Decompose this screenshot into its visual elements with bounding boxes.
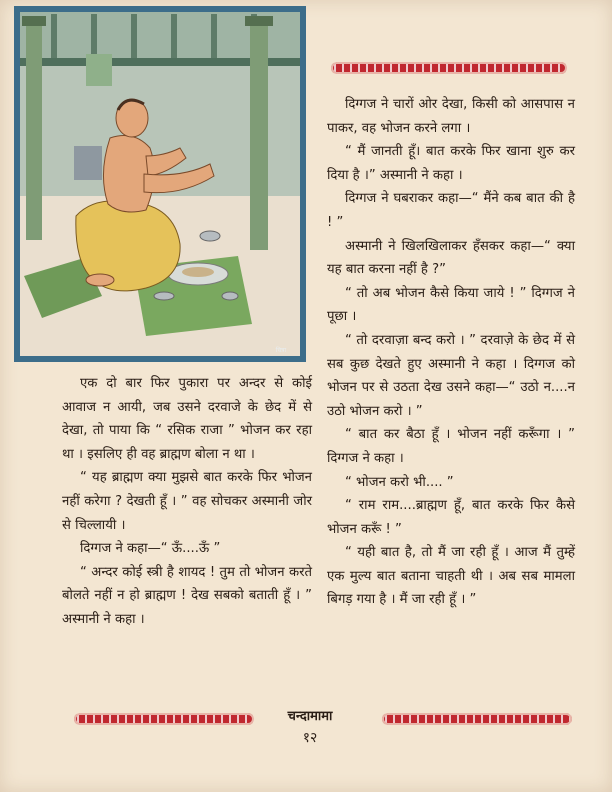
paragraph: “ भोजन करो भी.... ” (345, 474, 454, 490)
paragraph: “ तो दरवाज़ा बन्द करो । ” दरवाज़े के छेद में से सब कुछ देखते हुए अस्मानी ने कहा । दिग्गज को भोजन पर से उठता देख उसने कहा—“ उठो न....न उठो भोजन करो । ” (327, 332, 575, 419)
paragraph: “ तो अब भोजन कैसे किया जाये ! ” दिग्गज ने पूछा । (327, 285, 575, 325)
decorative-border-footer-left (74, 713, 254, 725)
decorative-border-top (331, 62, 567, 74)
paragraph: एक दो बार फिर पुकारा पर अन्दर से कोई आवाज न आयी, जब उसने दरवाजे के छेद में से देखा, तो पाया कि “ रसिक राजा ” भोजन कर रहा था । इसलिए ही वह ब्राह्मण बोला न था । (62, 376, 312, 462)
page-number: १२ (302, 730, 318, 746)
decorative-border-footer-right (382, 713, 572, 725)
paragraph: “ यह ब्राह्मण क्या मुझसे बात करके फिर भोजन नहीं करेगा ? देखती हूँ । ” वह सोचकर अस्मानी जोर से चिल्लायी । (62, 470, 312, 533)
left-column-text (62, 372, 312, 632)
paragraph: “ अन्दर कोई स्त्री है शायद ! तुम तो भोजन करते बोलते नहीं न हो ब्राह्मण ! देख सबको बताती हूँ । ” अस्मानी ने कहा । (62, 564, 312, 627)
paragraph: अस्मानी ने खिलखिलाकर हँसकर कहा—“ क्या यह बात करना नहीं है ?” (327, 238, 575, 278)
paragraph: दिग्गज ने चारों ओर देखा, किसी को आसपास न पाकर, वह भोजन करने लगा । (327, 97, 575, 136)
paragraph: “ बात कर बैठा हूँ । भोजन नहीं करूँगा । ” दिग्गज ने कहा । (327, 427, 575, 466)
paragraph: “ यही बात है, तो मैं जा रही हूँ । आज मैं तुम्हें एक मुल्य बात बताना चाहती थी । अब सब मामला बिगड़ गया है । मैं जा रही हूँ । ” (327, 545, 575, 608)
story-illustration (14, 6, 306, 362)
paragraph: “ मैं जानती हूँ। बात करके फिर खाना शुरु कर दिया है ।” अस्मानी ने कहा । (327, 144, 575, 183)
paragraph: दिग्गज ने कहा—“ ऊँ....ऊँ ” (80, 541, 221, 557)
seated-man-eating-illustration (14, 6, 306, 362)
artist-signature: चित्रा (275, 347, 286, 354)
paragraph: “ राम राम....ब्राह्मण हूँ, बात करके फिर कैसे भोजन करूँ ! ” (327, 498, 575, 537)
magazine-name: चन्दामामा (287, 709, 333, 724)
paragraph: दिग्गज ने घबराकर कहा—“ मैंने कब बात की है ! ” (327, 191, 575, 230)
right-column-text (327, 93, 575, 612)
